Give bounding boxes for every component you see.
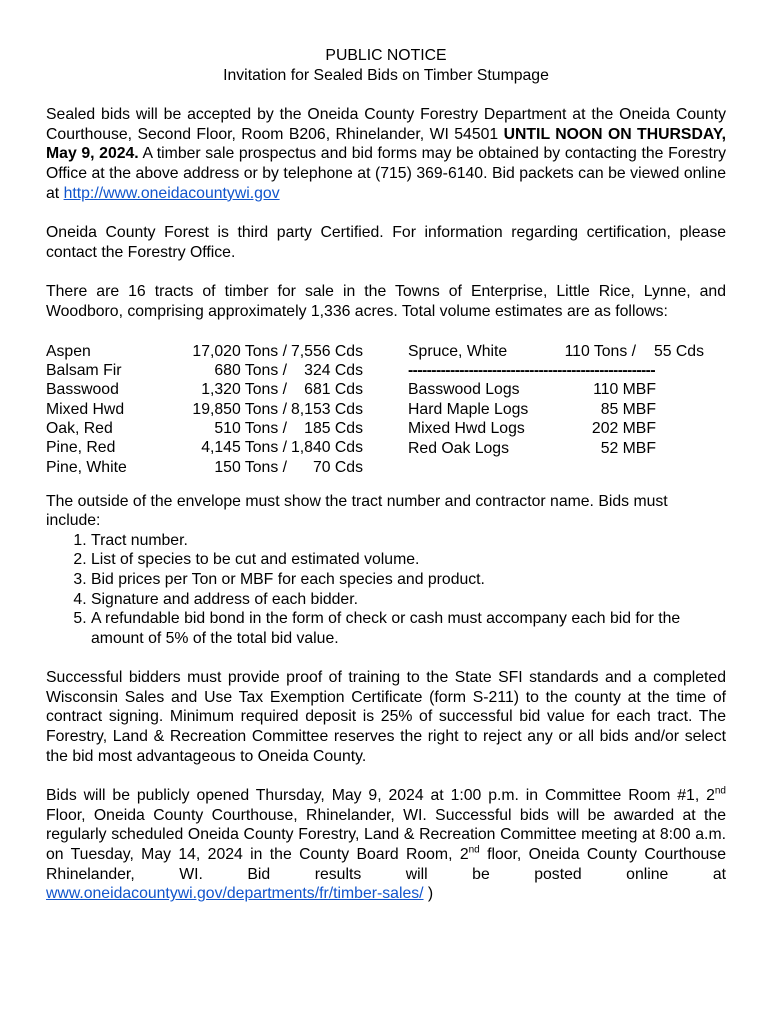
tons-value: 1,320 Tons / xyxy=(201,381,287,399)
species-name: Aspen xyxy=(46,342,91,360)
tons-value: 19,850 Tons / xyxy=(192,400,287,418)
envelope-requirements-intro: The outside of the envelope must show the tract number and contractor name. Bids must include: xyxy=(46,492,668,530)
cords-value: 681 Cds xyxy=(304,381,363,399)
species-name: Balsam Fir xyxy=(46,361,122,379)
mbf-value: 110 MBF xyxy=(593,381,656,399)
spruce-tons: 110 Tons / xyxy=(564,342,636,360)
cords-value: 70 Cds xyxy=(312,458,363,476)
successful-bidders-paragraph: Successful bidders must provide proof of training to the State SFI standards and a completed Wisconsin Sales and Use Tax Exemption Certificate (form S-211) to the county at the time of contract signing. Minimum required deposit is 25% of successful bid value for each tract. The Forestry, Land & Recreation Committee reserves the right to reject any or all bids and/or select the bid most advantageous to Oneida County. xyxy=(46,669,726,765)
tons-column xyxy=(166,342,287,478)
species-name: Basswood xyxy=(46,381,119,399)
county-website-link[interactable]: http://www.oneidacountywi.gov xyxy=(63,184,280,202)
bid-opening-paragraph: Bids will be publicly opened Thursday, May 9, 2024 at 1:00 p.m. in Committee Room #1, 2nd Floor, Oneida County Courthouse, Rhinelander, WI. Successful bids will be awarded at the regularly scheduled Oneida County Forestry, Land & Recreation Committee meeting at 8:00 a.m. on Tuesday, May 14, 2024 in the County Board Room, 2nd floor, Oneida County Courthouse Rhinelander, WI. Bid results will be posted online at www.oneidacountywi.gov/departments/fr/timber-sales/ ) xyxy=(46,785,726,903)
log-product: Red Oak Logs xyxy=(408,439,509,457)
tons-value: 150 Tons / xyxy=(214,458,287,476)
spruce-cords: 55 Cds xyxy=(653,342,704,360)
species-name: Pine, White xyxy=(46,458,127,476)
cords-value: 185 Cds xyxy=(304,420,363,438)
tracts-paragraph: There are 16 tracts of timber for sale in the Towns of Enterprise, Little Rice, Lynne, and Woodboro, comprising approximately 1,336 acres. Total volume estimates are as follows: xyxy=(46,283,726,320)
mbf-value: 202 MBF xyxy=(591,420,656,438)
species-column xyxy=(46,342,166,478)
mbf-column xyxy=(586,380,656,458)
mbf-value: 52 MBF xyxy=(600,439,656,457)
log-products-column xyxy=(408,380,568,458)
list-item: 5. A refundable bid bond in the form of check or cash must accompany each bid for the amount of 5% of the total bid value. xyxy=(91,609,726,648)
log-product: Basswood Logs xyxy=(408,381,520,399)
public-notice-document xyxy=(46,46,726,904)
list-item: 1. Tract number. xyxy=(91,531,726,551)
tons-value: 4,145 Tons / xyxy=(201,439,287,457)
cords-value: 1,840 Cds xyxy=(290,439,363,457)
timber-sales-link[interactable]: www.oneidacountywi.gov/departments/fr/timber-sales/ xyxy=(46,885,424,903)
certification-paragraph: Oneida County Forest is third party Certified. For information regarding certification, please contact the Forestry Office. xyxy=(46,224,726,261)
species-name: Pine, Red xyxy=(46,439,116,457)
log-product: Hard Maple Logs xyxy=(408,400,529,418)
tons-value: 510 Tons / xyxy=(214,420,287,438)
notice-title: PUBLIC NOTICE xyxy=(325,47,447,64)
notice-subtitle: Invitation for Sealed Bids on Timber Stumpage xyxy=(223,66,549,84)
list-item: 2. List of species to be cut and estimated volume. xyxy=(91,550,726,570)
dashed-divider: ----------------------------------------------------- xyxy=(408,361,656,379)
bid-requirements-list xyxy=(46,531,726,649)
spruce-species: Spruce, White xyxy=(408,342,508,360)
cords-value: 324 Cds xyxy=(304,361,363,379)
cords-value: 8,153 Cds xyxy=(290,400,363,418)
list-item: 3. Bid prices per Ton or MBF for each species and product. xyxy=(91,570,726,590)
log-product: Mixed Hwd Logs xyxy=(408,420,525,438)
volume-estimates xyxy=(46,342,726,478)
deadline-text: UNTIL NOON ON THURSDAY, May 9, 2024. xyxy=(46,125,727,163)
tons-value: 17,020 Tons / xyxy=(192,342,287,360)
cords-value: 7,556 Cds xyxy=(290,342,363,360)
bid-deadline-paragraph: Sealed bids will be accepted by the Oneida County Forestry Department at the Oneida County Courthouse, Second Floor, Room B206, Rhinelander, WI 54501 UNTIL NOON ON THURSDAY, May 9, 2024. A timber sale prospectus and bid forms may be obtained by contacting the Forestry Office at the above address or by telephone at (715) 369-6140. Bid packets can be viewed online at http://www.oneidacountywi.gov xyxy=(46,106,727,202)
species-name: Oak, Red xyxy=(46,420,113,438)
list-item: 4. Signature and address of each bidder. xyxy=(91,590,726,610)
cords-column xyxy=(287,342,363,478)
species-name: Mixed Hwd xyxy=(46,400,125,418)
tons-value: 680 Tons / xyxy=(214,361,287,379)
mbf-value: 85 MBF xyxy=(600,400,656,418)
